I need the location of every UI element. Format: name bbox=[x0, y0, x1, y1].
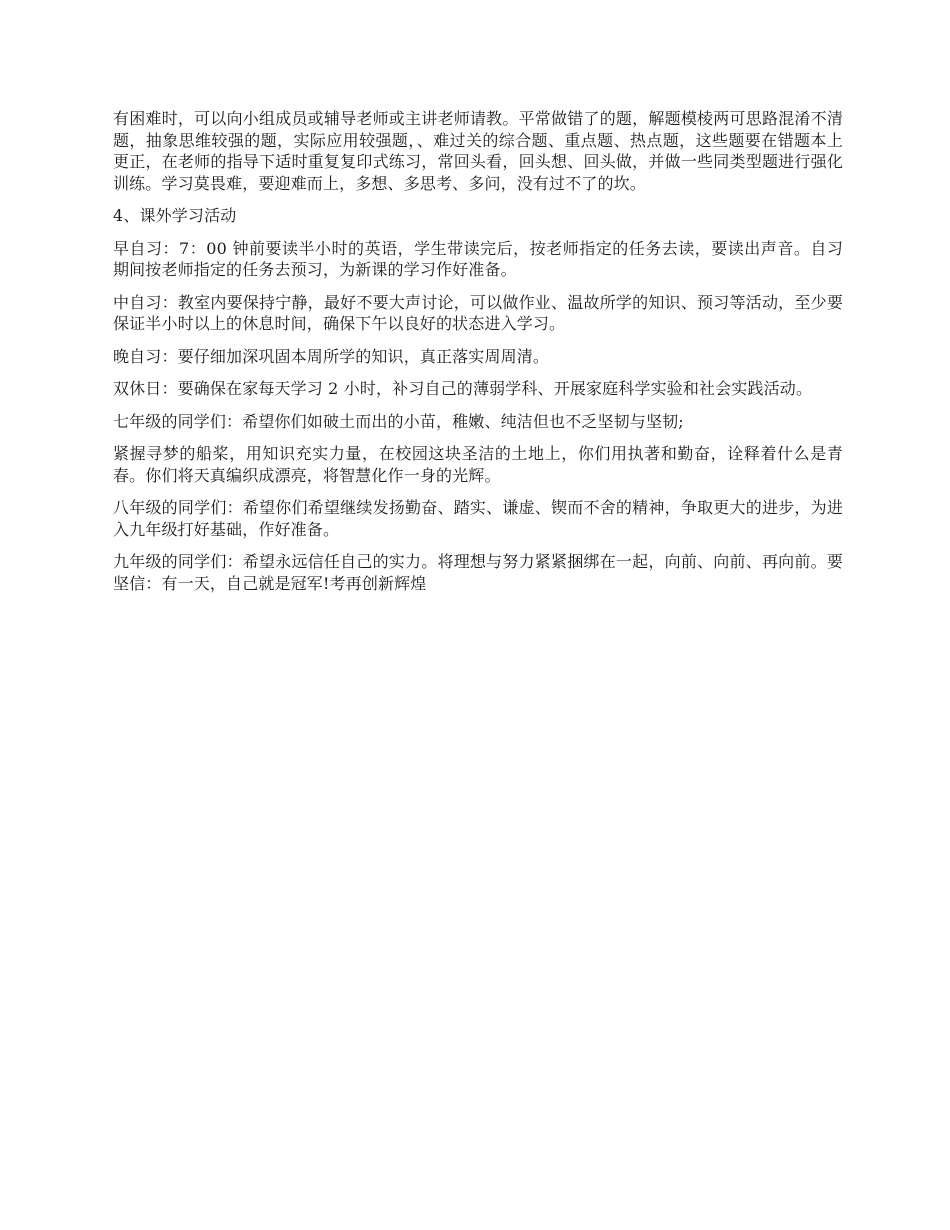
paragraph-grade-eight: 八年级的同学们：希望你们希望继续发扬勤奋、踏实、谦虚、锲而不舍的精神，争取更大的进步，为进入九年级打好基础，作好准备。 bbox=[113, 498, 843, 539]
paragraph-difficulty-help: 有困难时，可以向小组成员或辅导老师或主讲老师请教。平常做错了的题，解题模棱两可思路混淆不清题，抽象思维较强的题，实际应用较强题，、难过关的综合题、重点题、热点题，这些题要在错题本上更正，在老师的指导下适时重复复印式练习，常回头看，回头想、回头做，并做一些同类型题进行强化训练。学习莫畏难，要迎难而上，多想、多思考、多问，没有过不了的坎。 bbox=[113, 109, 843, 193]
paragraph-morning-study: 早自习：7：00 钟前要读半小时的英语，学生带读完后，按老师指定的任务去读，要读出声音。自习期间按老师指定的任务去预习，为新课的学习作好准备。 bbox=[113, 238, 843, 279]
paragraph-weekend: 双休日：要确保在家每天学习 2 小时，补习自己的薄弱学科、开展家庭科学实验和社会实践活动。 bbox=[113, 379, 813, 398]
section-heading-extracurricular: 4、课外学习活动 bbox=[113, 206, 237, 225]
paragraph-grade-seven: 七年级的同学们：希望你们如破土而出的小苗，稚嫩、纯洁但也不乏坚韧与坚韧; bbox=[113, 411, 684, 431]
paragraph-grade-seven-continued: 紧握寻梦的船桨，用知识充实力量，在校园这块圣洁的土地上，你们用执著和勤奋，诠释着什么是青春。你们将天真编织成漂亮，将智慧化作一身的光辉。 bbox=[113, 444, 843, 485]
paragraph-noon-study: 中自习：教室内要保持宁静，最好不要大声讨论，可以做作业、温故所学的知识、预习等活动，至少要保证半小时以上的休息时间，确保下午以良好的状态进入学习。 bbox=[113, 292, 843, 333]
paragraph-evening-study: 晚自习：要仔细加深巩固本周所学的知识，真正落实周周清。 bbox=[113, 346, 550, 366]
paragraph-grade-nine: 九年级的同学们：希望永远信任自己的实力。将理想与努力紧紧捆绑在一起，向前、向前、再向前。要坚信：有一天，自己就是冠军!考再创新辉煌 bbox=[113, 552, 843, 593]
document-page bbox=[113, 108, 843, 605]
